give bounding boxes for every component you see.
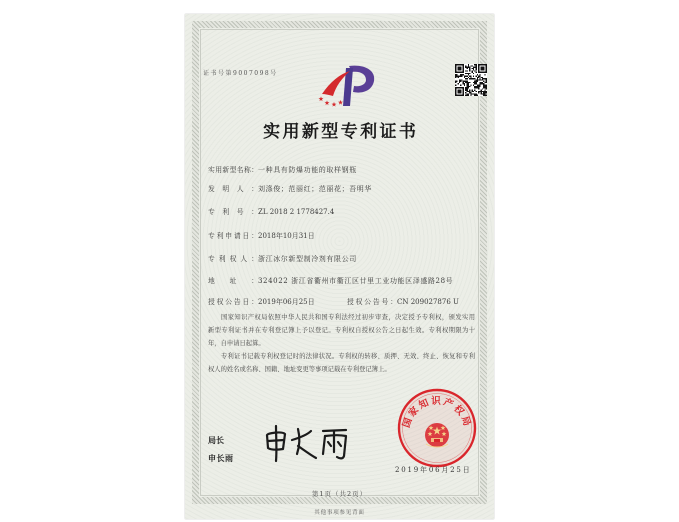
field-value: 2019年06月25日	[258, 298, 315, 306]
footer-note: 其他事项参见背面	[314, 510, 365, 516]
field-label: 发明人：	[208, 185, 258, 193]
certificate-title: 实用新型专利证书	[263, 122, 419, 142]
field-value: 2018年10月31日	[258, 232, 315, 240]
signatory-title: 局长	[208, 435, 224, 445]
notice-paragraph-2-line: 专利证书记载专利权登记时的法律状况。专利权的转移、质押、无效、终止、恢复和专利	[221, 353, 475, 360]
notice-paragraph-1-line: 年，自申请日起算。	[208, 340, 265, 347]
field-grant-number	[347, 298, 459, 307]
notice-paragraph-2-line: 权人的姓名或名称、国籍、地址变更等事项记载在专利登记簿上。	[208, 366, 391, 373]
field-label: 专利号：	[208, 208, 258, 216]
field-label: 专利申请日：	[208, 232, 258, 240]
notice-paragraph-1-line: 新型专利证书并在专利登记簿上予以登记。专利权自授权公告之日起生效。专利权期限为十	[208, 327, 475, 334]
field-label: 专利权人：	[208, 255, 258, 263]
seal-text: 国家知识产权局	[401, 396, 473, 430]
field-value: ZL 2018 2 1778427.4	[258, 208, 335, 216]
field-inventors	[208, 185, 372, 194]
field-value: 一种具有防爆功能的取样钢瓶	[258, 166, 357, 174]
field-value: CN 209027876 U	[397, 298, 459, 306]
handwritten-signature	[262, 423, 354, 465]
field-label: 授权公告号：	[347, 298, 397, 306]
page-number: 第1页（共2页）	[311, 490, 368, 498]
signatory-name: 申长雨	[208, 453, 234, 463]
field-label: 地址：	[208, 277, 258, 285]
field-value: 浙江冰尔新型制冷剂有限公司	[258, 255, 357, 263]
field-value: 324022 浙江省衢州市衢江区廿里工业功能区泽盛路28号	[258, 277, 454, 285]
cnipa-logo	[316, 62, 378, 108]
field-label: 授权公告日：	[208, 298, 258, 306]
field-patent-number	[208, 208, 334, 217]
field-label: 实用新型名称：	[208, 166, 258, 174]
field-patentee	[208, 255, 357, 264]
field-utility-model-name	[208, 166, 357, 175]
field-application-date	[208, 232, 315, 241]
field-address	[208, 277, 453, 286]
notice-paragraph-1-line: 国家知识产权局依照中华人民共和国专利法经过初步审查，决定授予专利权，颁发实用	[221, 314, 475, 321]
seal-date: 2019年06月25日	[395, 466, 472, 474]
field-grant-date	[208, 298, 315, 307]
official-seal	[397, 388, 477, 468]
qr-code-icon	[455, 64, 487, 96]
certificate-number: 证书号第9007098号	[203, 70, 278, 77]
field-value: 刘涤俊；范丽红；范丽花；吾明华	[258, 185, 372, 193]
